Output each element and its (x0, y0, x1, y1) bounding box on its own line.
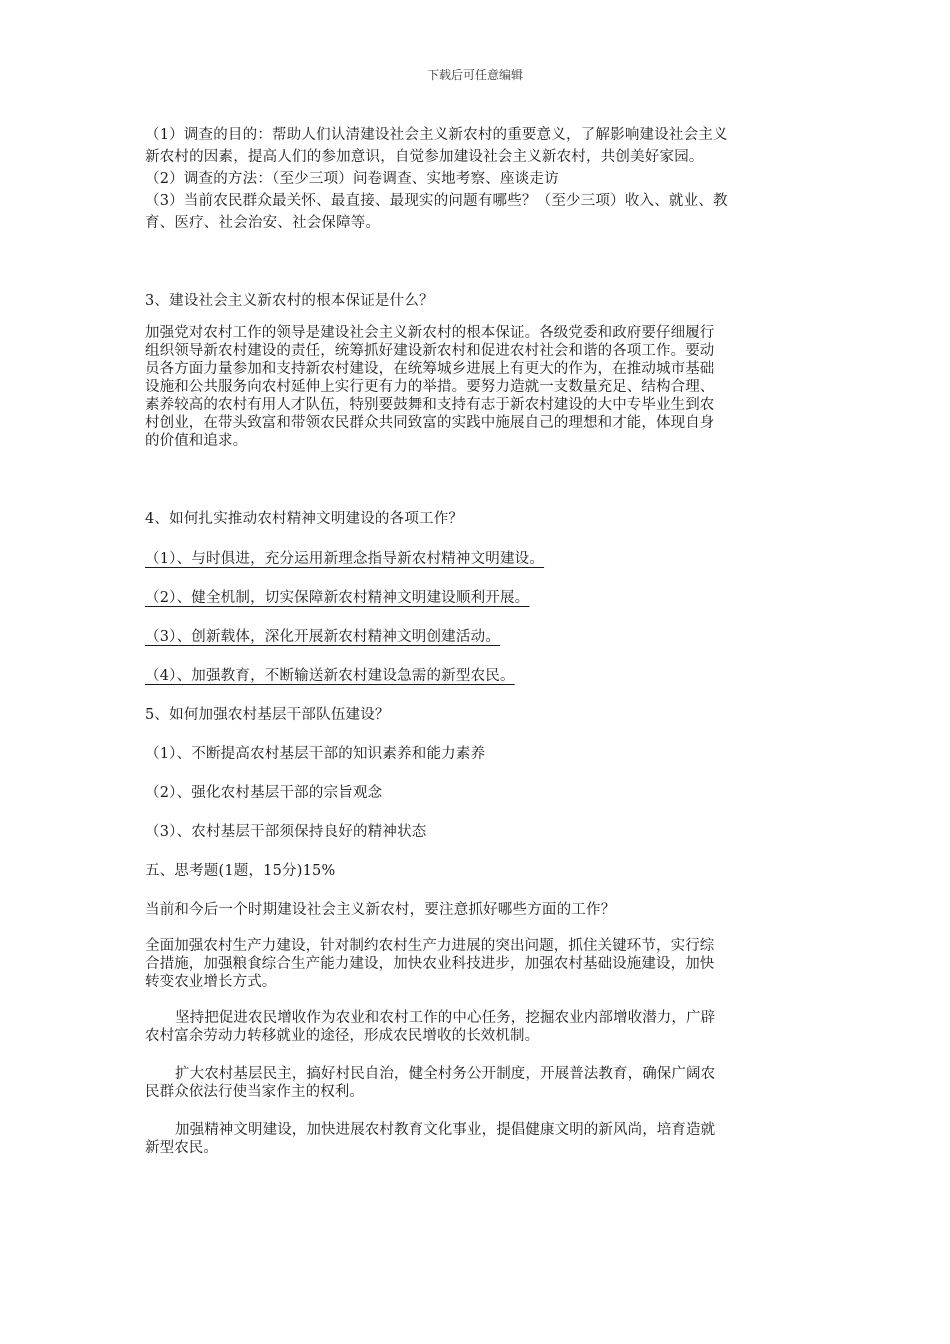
q5-item-2: （2）、强化农村基层干部的宗旨观念 (145, 785, 383, 801)
q3-answer-line: 员各方面力量参加和支持新农村建设，在统筹城乡进展上有更大的作为，在推动城市基础 (145, 361, 715, 377)
q4-item-2: （2）、健全机制，切实保障新农村精神文明建设顺利开展。 (145, 590, 530, 606)
q4-question: 4、如何扎实推动农村精神文明建设的各项工作？ (145, 511, 464, 527)
q3-answer-line: 设施和公共服务向农村延伸上实行更有力的举措。要努力造就一支数量充足、结构合理、 (145, 379, 715, 395)
q3-answer (145, 324, 807, 450)
survey-section (145, 124, 807, 234)
paragraph-line: 全面加强农村生产力建设，针对制约农村生产力进展的突出问题，抓住关键环节，实行综 (145, 938, 715, 954)
paragraph-line: 加强精神文明建设，加快进展农村教育文化事业，提倡健康文明的新风尚，培育造就 (175, 1122, 716, 1138)
page-header: 下载后可任意编辑 (426, 68, 523, 82)
q5-question: 5、如何加强农村基层干部队伍建设？ (145, 707, 390, 723)
q3-answer-line: 的价值和追求。 (145, 433, 248, 449)
paragraph-line: 民群众依法行使当家作主的权利。 (145, 1084, 364, 1100)
survey-method: （2）调查的方法：（至少三项）问卷调查、实地考察、座谈走访 (145, 171, 559, 187)
survey-concern-line-2: 育、医疗、社会治安、社会保障等。 (145, 215, 381, 231)
q3-question: 3、建设社会主义新农村的根本保证是什么？ (145, 293, 434, 309)
q3-answer-line: 加强党对农村工作的领导是建设社会主义新农村的根本保证。各级党委和政府要仔细履行 (145, 325, 715, 341)
survey-purpose-line-2: 新农村的因素，提高人们的参加意识，自觉参加建设社会主义新农村，共创美好家园。 (145, 149, 704, 165)
q4-item-1: （1）、与时俱进，充分运用新理念指导新农村精神文明建设。 (145, 551, 545, 567)
survey-concern-line-1: （3）当前农民群众最关怀、最直接、最现实的问题有哪些？（至少三项）收入、就业、教 (145, 193, 728, 209)
paragraph-line: 扩大农村基层民主，搞好村民自治，健全村务公开制度，开展普法教育，确保广阔农 (175, 1066, 716, 1082)
q3-answer-line: 组织领导新农村建设的责任，统筹抓好建设新农村和促进农村社会和谐的各项工作。要动 (145, 343, 715, 359)
paragraph-line: 坚持把促进农民增收作为农业和农村工作的中心任务，挖掘农业内部增收潜力，广辟 (175, 1010, 716, 1026)
q3-answer-line: 素养较高的农村有用人才队伍，特别要鼓舞和支持有志于新农村建设的大中专毕业生到农 (145, 397, 715, 413)
paragraph-line: 转变农业增长方式。 (145, 974, 277, 990)
section5-paragraph-1 (145, 937, 807, 991)
paragraph-line: 合措施，加强粮食综合生产能力建设，加快农业科技进步，加强农村基础设施建设，加快 (145, 956, 715, 972)
q3-answer-line: 村创业，在带头致富和带领农民群众共同致富的实践中施展自己的理想和才能，体现自身 (145, 415, 715, 431)
section5-paragraph-3 (145, 1065, 807, 1101)
section5-paragraph-4 (145, 1121, 807, 1157)
section5-paragraph-2 (145, 1009, 807, 1045)
section5-title: 五、思考题(1题，15分)15% (145, 863, 336, 879)
section5-question: 当前和今后一个时期建设社会主义新农村，要注意抓好哪些方面的工作？ (145, 902, 616, 918)
document-body (145, 124, 807, 1157)
q5-item-1: （1）、不断提高农村基层干部的知识素养和能力素养 (145, 746, 486, 762)
q4-item-3: （3）、创新载体，深化开展新农村精神文明创建活动。 (145, 629, 500, 645)
q5-item-3: （3）、农村基层干部须保持良好的精神状态 (145, 824, 427, 840)
q4-item-4: （4）、加强教育，不断输送新农村建设急需的新型农民。 (145, 668, 515, 684)
survey-purpose-line-1: （1）调查的目的：帮助人们认清建设社会主义新农村的重要意义，了解影响建设社会主义 (145, 127, 728, 143)
paragraph-line: 农村富余劳动力转移就业的途径，形成农民增收的长效机制。 (145, 1028, 540, 1044)
paragraph-line: 新型农民。 (145, 1140, 218, 1156)
